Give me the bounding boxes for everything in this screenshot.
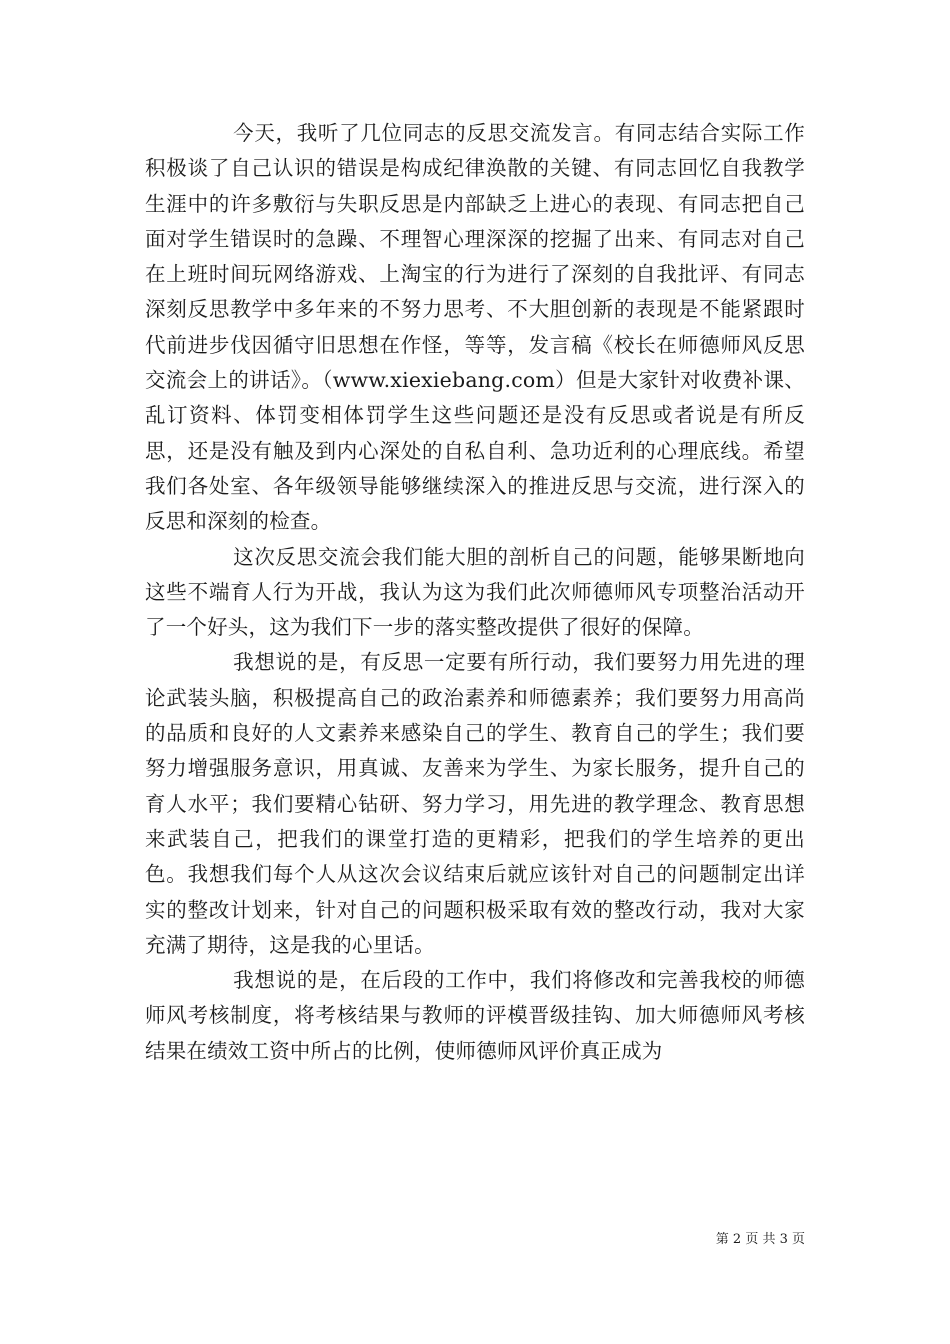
paragraph-reflection-speeches: 今天，我听了几位同志的反思交流发言。有同志结合实际工作积极谈了自己认识的错误是构成纪律涣散的关键、有同志回忆自我教学生涯中的许多敷衍与失职反思是内部缺乏上进心的表现、有同志把自己面对学生错误时的急躁、不理智心理深深的挖掘了出来、有同志对自己在上班时间玩网络游戏、上淘宝的行为进行了深刻的自我批评、有同志深刻反思教学中多年来的不努力思考、不大胆创新的表现是不能紧跟时代前进步伐因循守旧思想在作怪，等等，发言稿《校长在师德师风反思交流会上的讲话》。（www.xiexiebang.com）但是大家针对收费补课、乱订资料、体罚变相体罚学生这些问题还是没有反思或者说是有所反思，还是没有触及到内心深处的自私自利、急功近利的心理底线。希望我们各处室、各年级领导能够继续深入的推进反思与交流，进行深入的反思和深刻的检查。 — [145, 121, 805, 534]
document-body — [145, 116, 805, 1069]
paragraph-good-start: 这次反思交流会我们能大胆的剖析自己的问题，能够果断地向这些不端育人行为开战，我认为这为我们此次师德师风专项整治活动开了一个好头，这为我们下一步的落实整改提供了很好的保障。 — [145, 544, 805, 640]
paragraph-assessment-system: 我想说的是，在后段的工作中，我们将修改和完善我校的师德师风考核制度，将考核结果与教师的评模晋级挂钩、加大师德师风考核结果在绩效工资中所占的比例，使师德师风评价真正成为 — [145, 968, 805, 1063]
paragraph-take-action: 我想说的是，有反思一定要有所行动，我们要努力用先进的理论武装头脑，积极提高自己的政治素养和师德素养；我们要努力用高尚的品质和良好的人文素养来感染自己的学生、教育自己的学生；我们要努力增强服务意识，用真诚、友善来为学生、为家长服务，提升自己的育人水平；我们要精心钻研、努力学习，用先进的教学理念、教育思想来武装自己，把我们的课堂打造的更精彩，把我们的学生培养的更出色。我想我们每个人从这次会议结束后就应该针对自己的问题制定出详实的整改计划来，针对自己的问题积极采取有效的整改行动，我对大家充满了期待，这是我的心里话。 — [145, 650, 805, 957]
page-number-footer: 第 2 页 共 3 页 — [715, 1232, 805, 1247]
